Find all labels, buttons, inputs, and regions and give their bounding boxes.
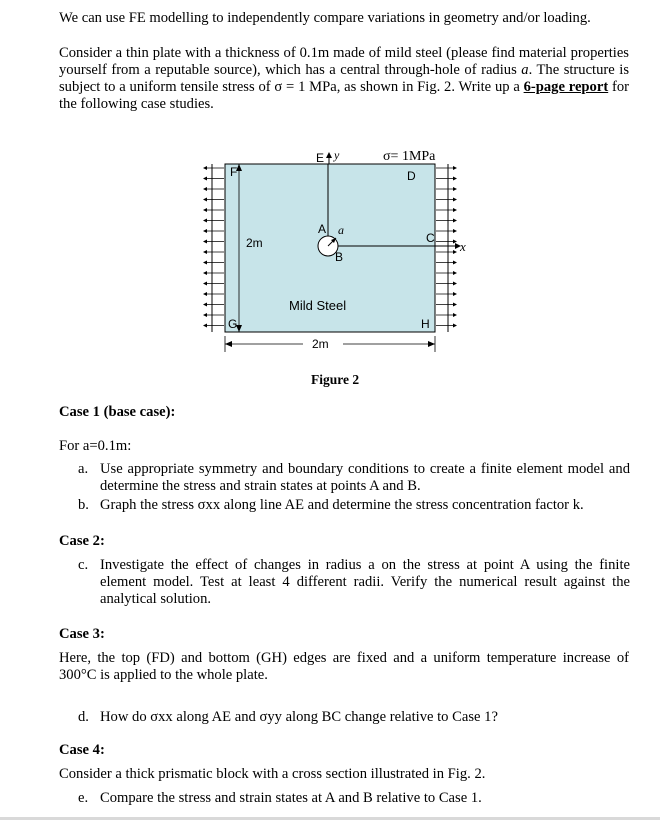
point-a: A: [318, 222, 327, 236]
stress-label: σ= 1MPa: [383, 149, 436, 164]
item-text: Compare the stress and strain states at A and B relative to Case 1.: [100, 790, 482, 806]
item-text: Graph the stress σxx along line AE and determine the stress concentration factor k.: [100, 497, 584, 513]
point-f: F: [230, 165, 238, 179]
left-load-arrowhead: [203, 282, 207, 286]
case3-heading: Case 3:: [59, 626, 105, 642]
case3-text: Here, the top (FD) and bottom (GH) edges are fixed and a uniform temperature increase of 300°C is applied to the whole plate.: [59, 650, 629, 683]
radius-variable: a: [521, 62, 529, 78]
left-load-arrowhead: [203, 250, 207, 254]
right-load-arrowhead: [453, 166, 457, 170]
radius-label: a: [338, 223, 344, 237]
left-load-arrowhead: [203, 187, 207, 191]
item-text: Use appropriate symmetry and boundary conditions to create a finite element model and determine the stress and strain states at points A and B.: [100, 461, 630, 494]
point-d: D: [407, 169, 416, 183]
axis-x-label: x: [460, 239, 466, 254]
left-load-arrowhead: [203, 229, 207, 233]
item-text: Investigate the effect of changes in radius a on the stress at point A using the finite element model. Test at least 4 different radii. Verify the numerical result against the analytical solution.: [100, 557, 630, 607]
intro-line: We can use FE modelling to independently compare variations in geometry and/or loading.: [59, 10, 591, 26]
intro-text-b: . The structure is subject to a uniform tensile stress of σ = 1 MPa, as shown in Fig. 2. Write up a: [59, 62, 629, 95]
point-c: C: [426, 231, 435, 245]
height-dimension-label: 2m: [246, 236, 263, 250]
right-load-arrowhead: [453, 208, 457, 212]
left-load-arrowhead: [203, 292, 207, 296]
left-load-arrowhead: [203, 177, 207, 181]
case2-heading: Case 2:: [59, 533, 105, 549]
case4-heading: Case 4:: [59, 742, 105, 758]
case1-for-text: For a=0.1m:: [59, 438, 132, 454]
right-load-arrowhead: [453, 198, 457, 202]
case2-item-c: [78, 557, 630, 608]
right-load-arrowhead: [453, 187, 457, 191]
item-label: c.: [78, 557, 89, 573]
right-load-arrowhead: [453, 324, 457, 328]
report-length-link[interactable]: 6-page report: [523, 79, 609, 95]
intro-text-c: for the following case studies.: [59, 79, 629, 112]
left-load-arrowhead: [203, 313, 207, 317]
left-load-arrowhead: [203, 198, 207, 202]
right-load-arrowhead: [453, 229, 457, 233]
case4-item-e: [78, 790, 630, 807]
intro-text-a: Consider a thin plate with a thickness of 0.1m made of mild steel (please find material properties yourself from a reputable source), which has a central through-hole of radius: [59, 45, 629, 78]
right-load-arrowhead: [453, 219, 457, 223]
case1-item-a: [78, 461, 630, 495]
left-load-arrowhead: [203, 208, 207, 212]
left-load-arrowhead: [203, 324, 207, 328]
right-traction-arrows: [436, 166, 457, 328]
left-traction-arrows: [203, 166, 224, 328]
right-load-arrowhead: [453, 292, 457, 296]
left-load-arrowhead: [203, 240, 207, 244]
case1-heading: Case 1 (base case):: [59, 404, 176, 420]
right-load-arrowhead: [453, 261, 457, 265]
right-load-arrowhead: [453, 177, 457, 181]
point-g: G: [228, 317, 238, 331]
point-h: H: [421, 317, 430, 331]
item-label: b.: [78, 497, 89, 513]
right-load-arrowhead: [453, 313, 457, 317]
item-label: e.: [78, 790, 89, 806]
figure-caption: Figure 2: [311, 372, 360, 387]
point-b: B: [335, 250, 344, 264]
right-load-arrowhead: [453, 250, 457, 254]
item-label: a.: [78, 461, 89, 477]
item-label: d.: [78, 709, 89, 725]
width-dimension-label: 2m: [312, 337, 329, 351]
figure-2: [195, 142, 485, 392]
right-load-arrowhead: [453, 303, 457, 307]
item-text: How do σxx along AE and σyy along BC change relative to Case 1?: [100, 709, 498, 725]
left-load-arrowhead: [203, 219, 207, 223]
point-e: E: [316, 151, 325, 165]
case1-item-b: [78, 497, 630, 514]
case4-text: Consider a thick prismatic block with a cross section illustrated in Fig. 2.: [59, 766, 486, 782]
material-label: Mild Steel: [289, 298, 347, 313]
right-load-arrowhead: [453, 240, 457, 244]
intro-paragraph: [59, 45, 629, 113]
right-load-arrowhead: [453, 271, 457, 275]
right-load-arrowhead: [453, 282, 457, 286]
left-load-arrowhead: [203, 166, 207, 170]
left-load-arrowhead: [203, 303, 207, 307]
axis-y-label: y: [334, 148, 340, 162]
case3-item-d: [78, 709, 630, 726]
left-load-arrowhead: [203, 271, 207, 275]
left-load-arrowhead: [203, 261, 207, 265]
